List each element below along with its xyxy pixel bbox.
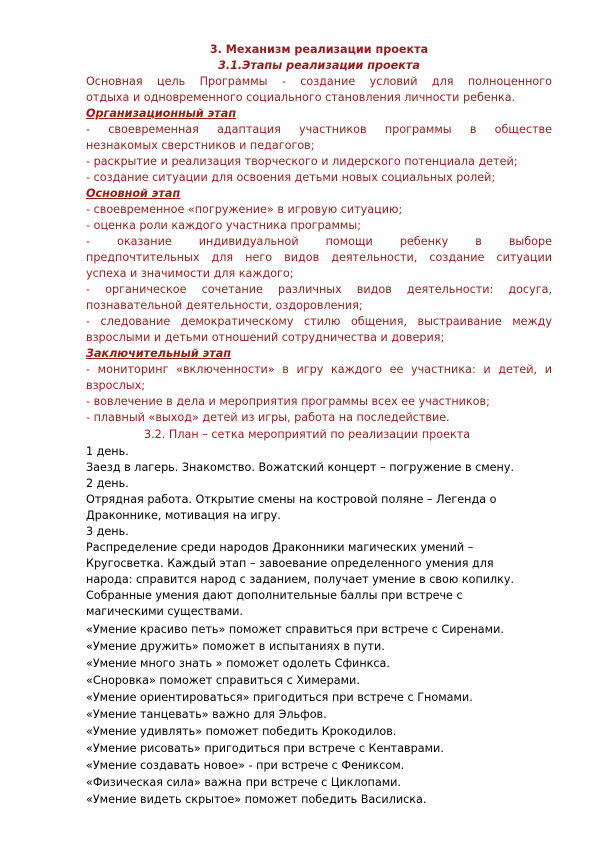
plan-line: «Умение создавать новое» - при встрече с Фениксом. <box>86 759 405 772</box>
plan-line: 1 день. <box>86 445 129 458</box>
plan-line: Кругосветка. Каждый этап – завоевание определенного умения для <box>86 557 494 570</box>
stage-line: успеха и значимости для каждого; <box>86 267 294 280</box>
section-heading: 3. Механизм реализации проекта <box>209 43 429 56</box>
stage-line: - своевременная адаптация участников программы в обществе <box>86 123 552 136</box>
stage-line: взрослыми и детьми отношений сотрудничества и доверия; <box>86 331 445 344</box>
stage-title-row <box>86 106 552 122</box>
plan-line: «Сноровка» поможет справиться с Химерами. <box>86 674 360 687</box>
plan-line: магическими существами. <box>86 605 243 618</box>
subsection-heading: 3.1.Этапы реализации проекта <box>218 59 420 72</box>
plan-line: 3 день. <box>86 525 129 538</box>
stage-line: взрослых; <box>86 379 146 392</box>
plan-line: Отрядная работа. Открытие смены на костровой поляне – Легенда о <box>86 493 497 506</box>
stage-line: - мониторинг «включенности» в игру каждого ее участника: и детей, и <box>86 363 552 376</box>
stage-title-row <box>86 186 552 202</box>
stage-title-final: Заключительный этап <box>86 347 231 360</box>
plan-line: «Умение видеть скрытое» поможет победить Василиска. <box>86 793 427 806</box>
stage-line: - плавный «выход» детей из игры, работа на последействие. <box>86 411 450 424</box>
plan-line: «Умение танцевать» важно для Эльфов. <box>86 708 327 721</box>
stage-line: - вовлечение в дела и мероприятия программы всех ее участников; <box>86 395 490 408</box>
plan-line: «Умение дружить» поможет в испытаниях в пути. <box>86 640 385 653</box>
plan-line: «Умение удивлять» поможет победить Крокодилов. <box>86 725 397 738</box>
intro-line: Основная цель Программы - создание условий для полноценного <box>86 75 552 88</box>
plan-line: «Умение много знать » поможет одолеть Сфинкса. <box>86 657 390 670</box>
stage-line: познавательной деятельности, оздоровления; <box>86 299 363 312</box>
stage-line: предпочтительных для него видов деятельности, создание ситуации <box>86 251 552 264</box>
plan-line: «Умение рисовать» пригодиться при встрече с Кентаврами. <box>86 742 444 755</box>
plan-line: Заезд в лагерь. Знакомство. Вожатский концерт – погружение в смену. <box>86 461 515 474</box>
intro-line: отдыха и одновременного социального становления личности ребенка. <box>86 91 516 104</box>
stage-title-organizational: Организационный этап <box>86 107 237 120</box>
stage-line: незнакомых сверстников и педагогов; <box>86 139 315 152</box>
stage-title-row <box>86 346 552 362</box>
stage-line: - оценка роли каждого участника программы; <box>86 219 361 232</box>
stage-line: - оказание индивидуальной помощи ребенку в выборе <box>86 235 552 248</box>
stage-line: - органическое сочетание различных видов деятельности: досуга, <box>86 283 552 296</box>
plan-line: Собранные умения дают дополнительные баллы при встрече с <box>86 589 463 602</box>
plan-line: «Умение красиво петь» поможет справиться при встрече с Сиренами. <box>86 623 504 636</box>
plan-line: народа: справится народ с заданием, получает умение в свою копилку. <box>86 573 515 586</box>
plan-line: «Физическая сила» важна при встрече с Циклопами. <box>86 776 401 789</box>
plan-line: Драконнике, мотивация на игру. <box>86 509 281 522</box>
plan-line: «Умение ориентироваться» пригодиться при встрече с Гномами. <box>86 691 473 704</box>
stage-line: - следование демократическому стилю общения, выстраивание между <box>86 315 552 328</box>
plan-line: Распределение среди народов Драконники магических умений – <box>86 541 474 554</box>
stage-line: - раскрытие и реализация творческого и лидерского потенциала детей; <box>86 155 518 168</box>
plan-title: 3.2. План – сетка мероприятий по реализации проекта <box>144 428 471 441</box>
stage-line: - создание ситуации для освоения детьми новых социальных ролей; <box>86 171 496 184</box>
stage-title-main: Основной этап <box>86 187 181 200</box>
plan-line: 2 день. <box>86 477 129 490</box>
stage-line: - своевременное «погружение» в игровую ситуацию; <box>86 203 403 216</box>
